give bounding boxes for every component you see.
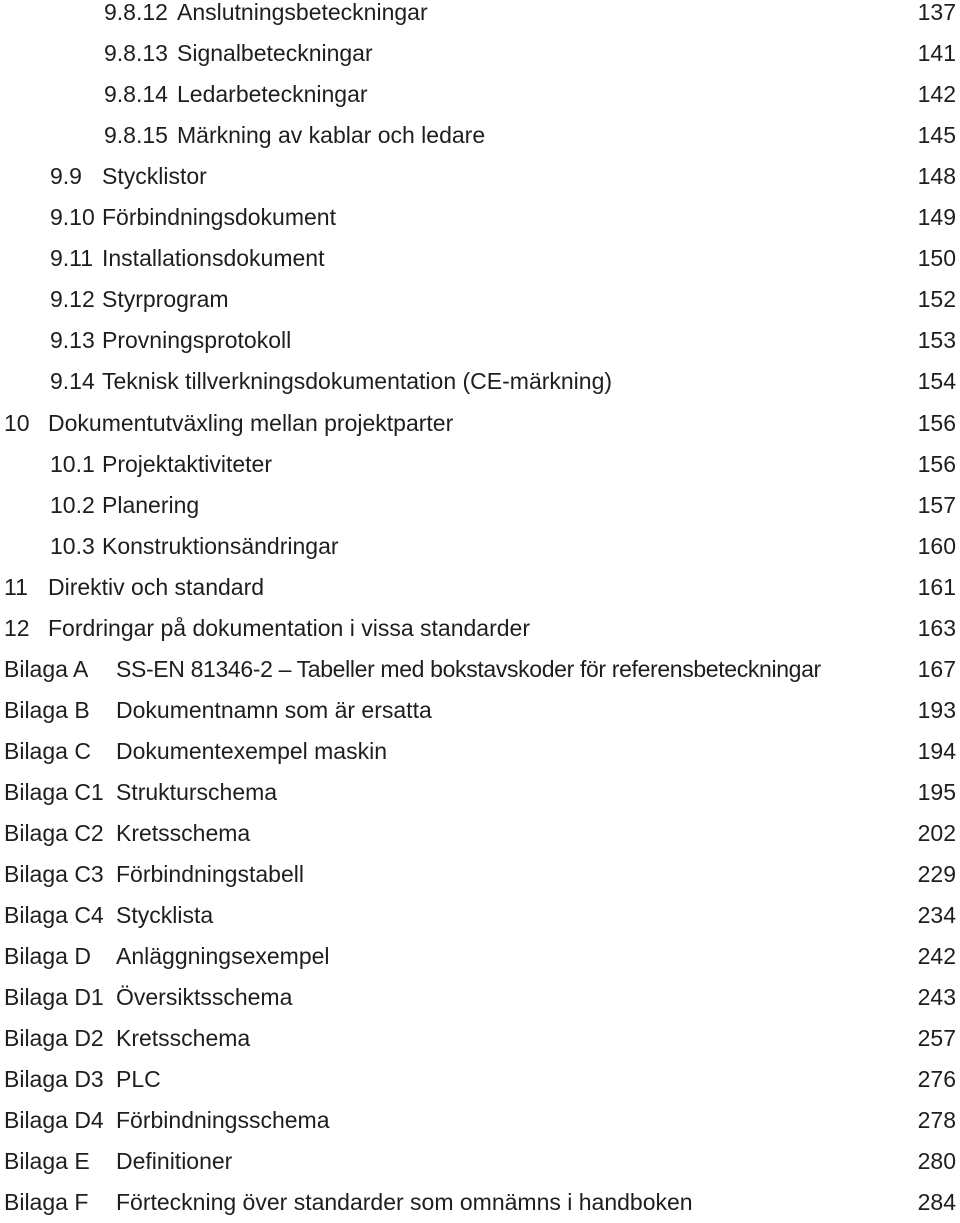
toc-entry-title: Installationsdokument (102, 245, 325, 272)
toc-entry-page: 150 (917, 245, 956, 272)
toc-entry-title: Kretsschema (116, 820, 251, 846)
toc-entry-title: Konstruktionsändringar (102, 532, 339, 559)
toc-entry[interactable] (0, 485, 960, 526)
toc-entry-title: Styrprogram (102, 286, 229, 313)
toc-entry-title: Förbindningstabell (116, 861, 304, 888)
toc-entry[interactable] (0, 33, 960, 74)
toc-entry-number: 9.9 (50, 163, 82, 190)
toc-entry-number: 9.8.14 (104, 81, 168, 108)
toc-entry-title: Strukturschema (116, 778, 278, 805)
toc-entry[interactable] (0, 403, 960, 444)
toc-entry-title: Kretsschema (116, 1025, 251, 1052)
toc-entry-page: 157 (917, 491, 956, 518)
toc-entry[interactable] (0, 649, 960, 690)
toc-entry-number: 9.14 (50, 368, 95, 395)
toc-entry-title: Provningsprotokoll (102, 327, 292, 354)
toc-entry-page: 148 (917, 163, 956, 190)
toc-entry-title: PLC (116, 1066, 161, 1093)
toc-entry[interactable] (0, 197, 960, 238)
toc-entry-page: 193 (917, 696, 956, 723)
toc-entry-page: 142 (917, 81, 956, 108)
toc-entry-title: Ledarbeteckningar (177, 81, 368, 108)
toc-entry-number: Bilaga D4 (4, 1107, 104, 1134)
toc-entry-page: 163 (917, 614, 956, 641)
toc-entry-title: Direktiv och standard (48, 573, 265, 600)
toc-entry-page: 160 (917, 532, 956, 559)
toc-entry-page: 284 (917, 1189, 956, 1216)
toc-entry-title: Översiktsschema (116, 984, 293, 1011)
toc-entry-page: 257 (917, 1025, 956, 1052)
toc-entry-page: 229 (917, 861, 956, 888)
toc-entry-page: 243 (917, 984, 956, 1011)
toc-entry[interactable] (0, 74, 960, 115)
toc-entry[interactable] (0, 813, 960, 854)
toc-entry-number: 9.13 (50, 327, 95, 354)
toc-entry[interactable] (0, 1182, 960, 1223)
toc-entry-number: 9.11 (50, 245, 94, 272)
toc-entry-number: Bilaga C3 (4, 861, 104, 888)
toc-entry-number: 11 (4, 573, 28, 600)
toc-entry-page: 280 (917, 1148, 956, 1175)
toc-entry[interactable] (0, 526, 960, 567)
toc-entry-page: 137 (917, 0, 956, 25)
toc-entry[interactable] (0, 1100, 960, 1141)
toc-entry-page: 141 (917, 40, 956, 67)
toc-entry-title: Anläggningsexempel (116, 943, 330, 970)
toc-entry-number: Bilaga C1 (4, 778, 104, 805)
toc-entry-number: Bilaga F (4, 1189, 89, 1216)
toc-entry-page: 276 (917, 1066, 956, 1093)
toc-entry[interactable] (0, 731, 960, 772)
toc-entry-number: Bilaga C4 (4, 902, 104, 929)
toc-entry-page: 167 (917, 655, 956, 682)
toc-entry[interactable] (0, 0, 960, 33)
toc-entry-number: Bilaga D3 (4, 1066, 104, 1093)
toc-entry-title: Anslutningsbeteckningar (177, 0, 428, 25)
toc-entry[interactable] (0, 1018, 960, 1059)
toc-entry-number: 9.8.15 (104, 122, 168, 149)
toc-entry-number: 12 (4, 614, 30, 641)
toc-entry-page: 153 (917, 327, 956, 354)
toc-entry-number: 10 (4, 409, 30, 436)
toc-entry-title: Märkning av kablar och ledare (177, 122, 486, 149)
toc-entry-page: 152 (917, 286, 956, 313)
toc-entry-number: Bilaga D1 (4, 984, 104, 1011)
toc-entry-page: 234 (917, 902, 956, 929)
toc-entry[interactable] (0, 854, 960, 895)
toc-entry-title: Definitioner (116, 1148, 233, 1175)
toc-entry-title: Stycklistor (102, 163, 207, 190)
toc-entry[interactable] (0, 567, 960, 608)
toc-entry[interactable] (0, 608, 960, 649)
toc-entry-number: 9.12 (50, 286, 95, 313)
toc-entry[interactable] (0, 238, 960, 279)
toc-entry-number: 9.10 (50, 204, 95, 231)
toc-entry-title: Fordringar på dokumentation i vissa standarder (48, 614, 530, 641)
toc-entry-page: 156 (917, 450, 956, 477)
toc-entry-page: 145 (917, 122, 956, 149)
toc-entry[interactable] (0, 690, 960, 731)
toc-entry[interactable] (0, 279, 960, 320)
toc-entry-page: 202 (917, 820, 956, 846)
toc-entry-title: SS-EN 81346-2 – Tabeller med bokstavskoder för referensbeteckningar (116, 655, 821, 682)
toc-entry-page: 242 (917, 943, 956, 970)
toc-entry-page: 154 (917, 368, 956, 395)
toc-entry-number: Bilaga D2 (4, 1025, 104, 1052)
toc-entry[interactable] (0, 320, 960, 361)
toc-entry[interactable] (0, 156, 960, 197)
toc-entry-number: 10.1 (50, 450, 95, 477)
toc-entry-title: Dokumentnamn som är ersatta (116, 696, 432, 723)
toc-entry[interactable] (0, 444, 960, 485)
toc-entry-number: Bilaga D (4, 943, 91, 970)
toc-entry-number: Bilaga A (4, 655, 89, 682)
toc-entry-page: 161 (917, 573, 956, 600)
toc-entry-number: 10.3 (50, 532, 95, 559)
toc-entry-title: Förbindningsdokument (102, 204, 336, 231)
toc-entry[interactable] (0, 772, 960, 813)
toc-entry-number: Bilaga C (4, 737, 91, 764)
toc-entry-title: Dokumentexempel maskin (116, 737, 388, 764)
toc-entry-title: Signalbeteckningar (177, 40, 373, 67)
toc-entry[interactable] (0, 936, 960, 977)
toc-entry[interactable] (0, 1141, 960, 1182)
toc-entry[interactable] (0, 895, 960, 936)
toc-entry-title: Teknisk tillverkningsdokumentation (CE-märkning) (102, 368, 613, 395)
toc-entry[interactable] (0, 361, 960, 402)
toc-entry-title: Förteckning över standarder som omnämns i handboken (116, 1189, 693, 1216)
toc-entry-number: 10.2 (50, 491, 95, 518)
toc-entry-page: 195 (917, 778, 956, 805)
toc-entry-title: Stycklista (116, 902, 214, 929)
toc-entry-number: Bilaga B (4, 696, 90, 723)
toc-entry-page: 149 (917, 204, 956, 231)
toc-entry-title: Projektaktiviteter (102, 450, 273, 477)
toc-entry-number: Bilaga C2 (4, 820, 104, 846)
toc-entry-page: 194 (917, 737, 956, 764)
toc-entry-number: 9.8.12 (104, 0, 168, 25)
toc-entry[interactable] (0, 977, 960, 1018)
toc-entry-number: 9.8.13 (104, 40, 168, 67)
toc-entry-number: Bilaga E (4, 1148, 90, 1175)
toc-entry[interactable] (0, 1059, 960, 1100)
toc-entry-title: Dokumentutväxling mellan projektparter (48, 409, 454, 436)
toc-entry[interactable] (0, 115, 960, 156)
toc-entry-page: 278 (917, 1107, 956, 1134)
toc-entry-title: Planering (102, 491, 200, 518)
toc-entry-page: 156 (917, 409, 956, 436)
toc-entry-title: Förbindningsschema (116, 1107, 330, 1134)
